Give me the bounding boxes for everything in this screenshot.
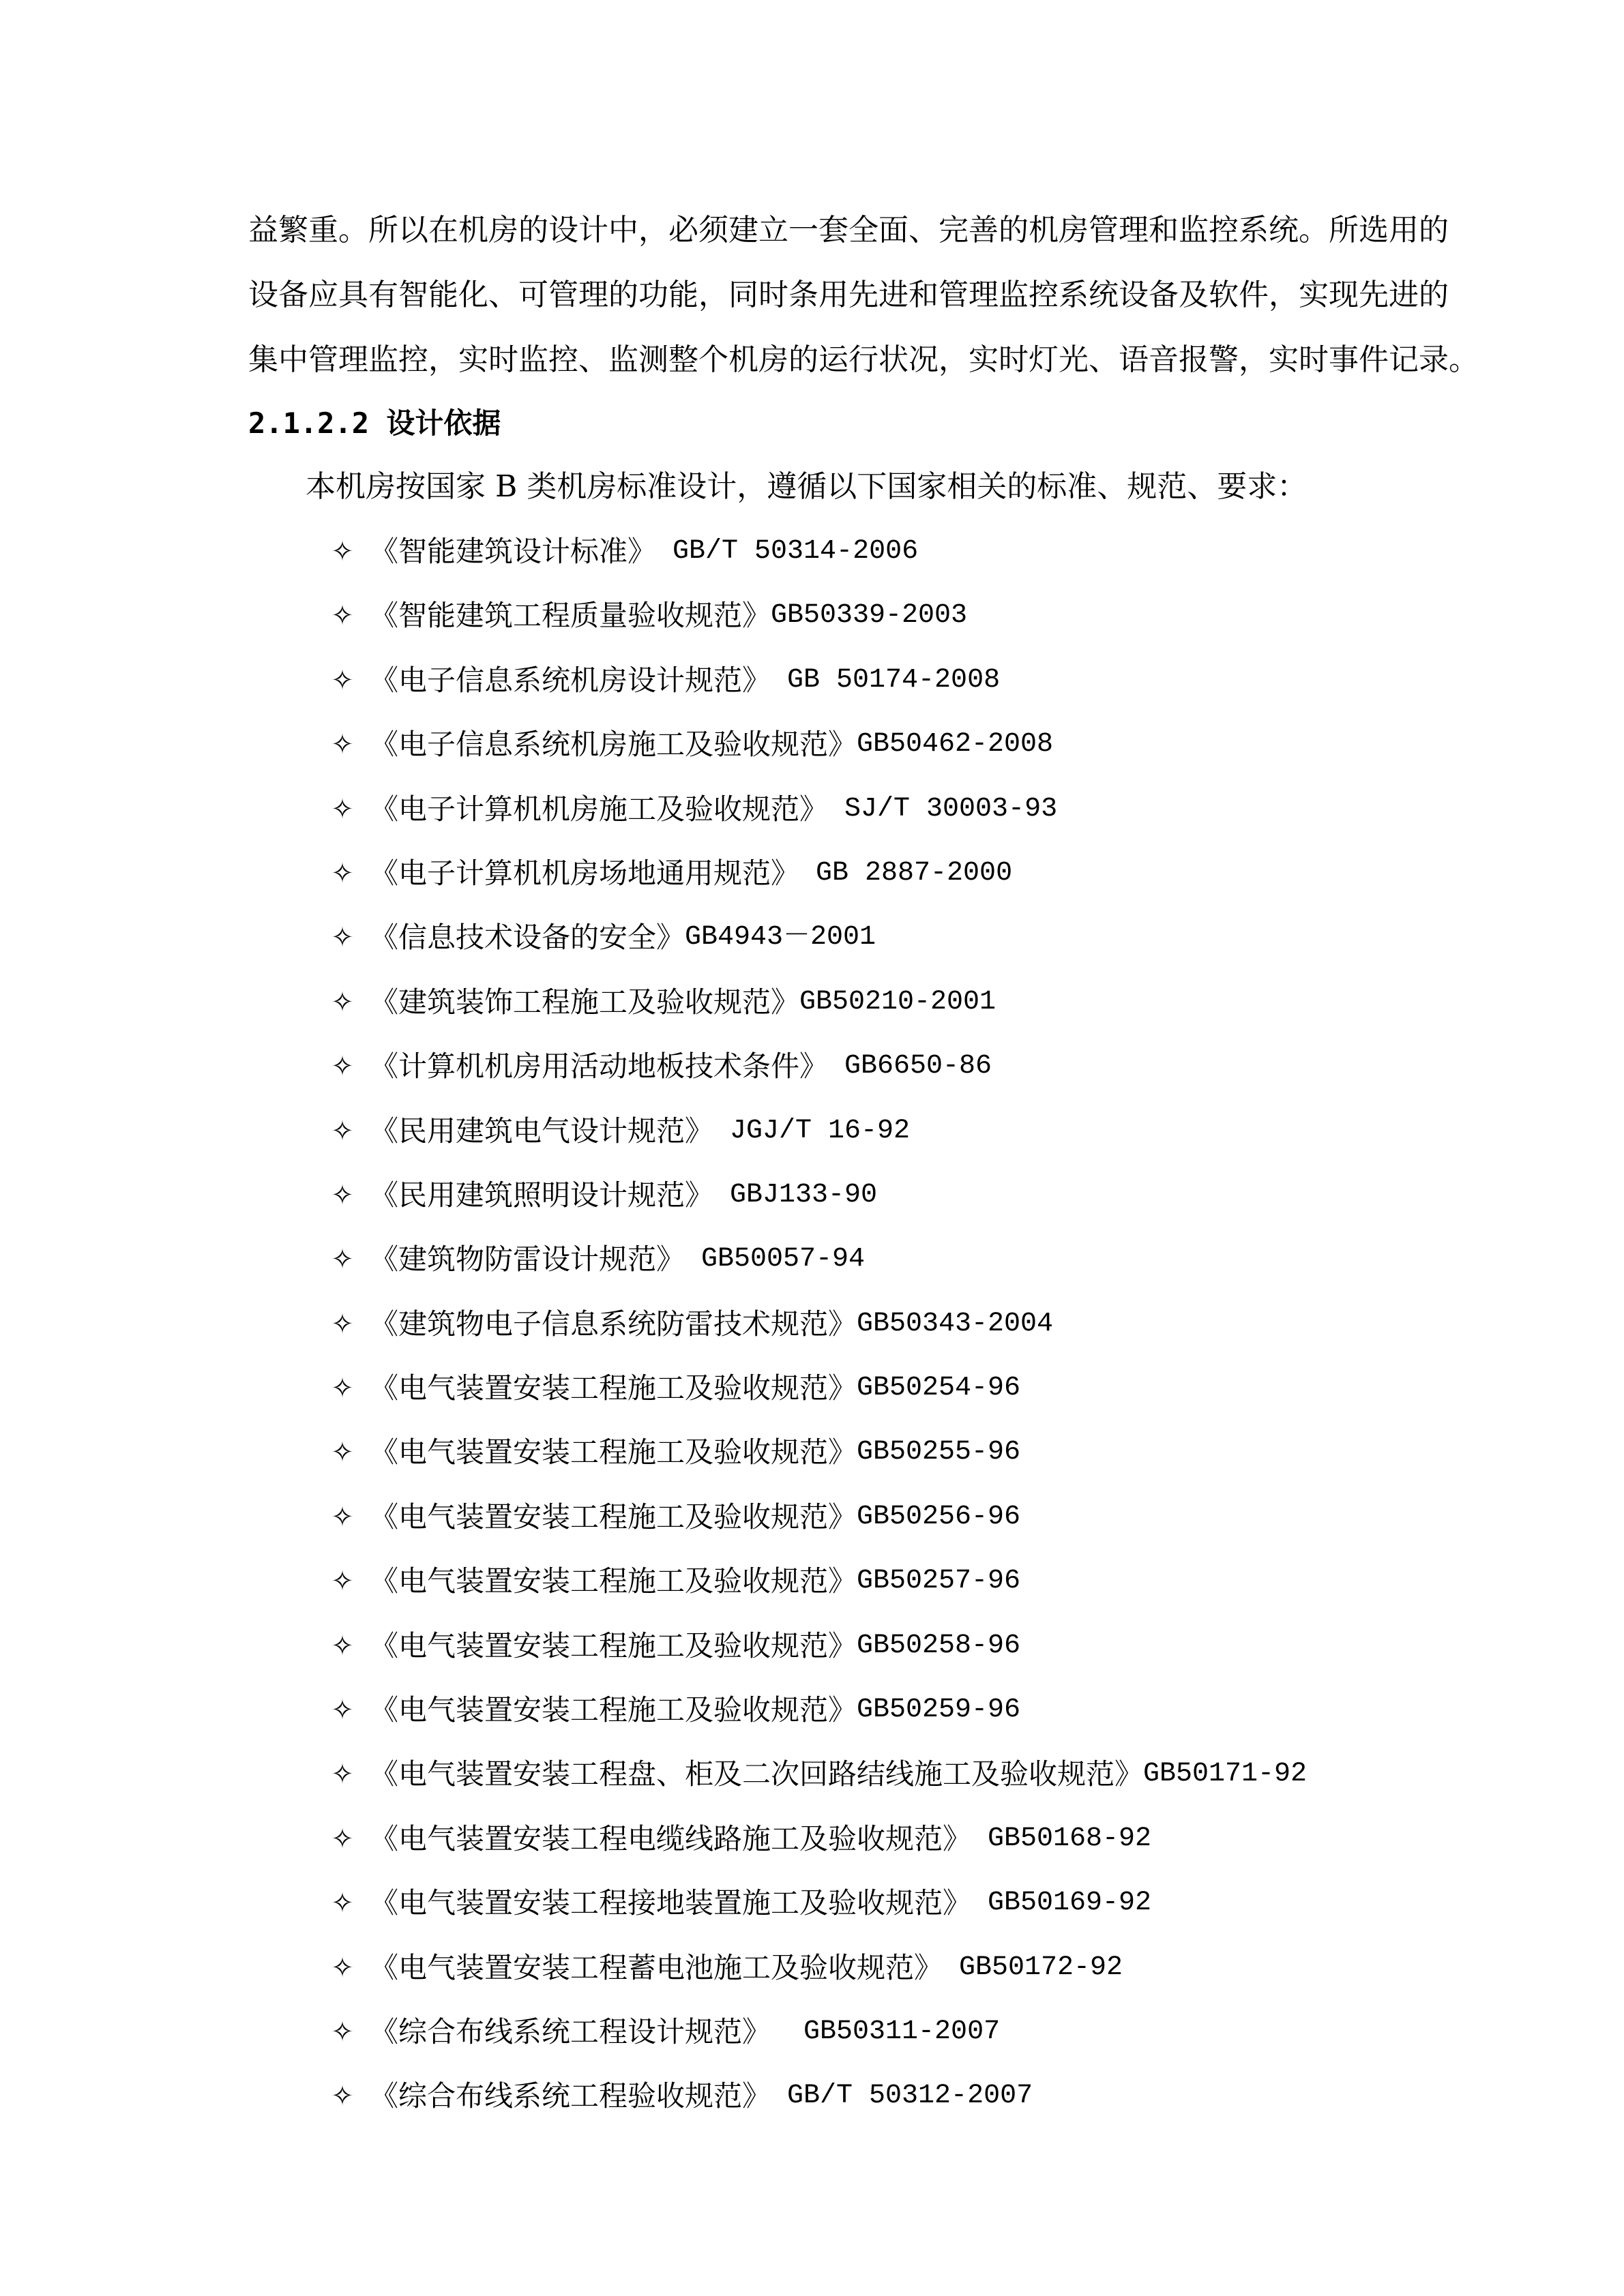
standard-title: 《智能建筑设计标准》 xyxy=(370,535,657,568)
list-item xyxy=(315,1366,1307,1430)
list-item xyxy=(315,2074,1307,2138)
standard-code: GB50343-2004 xyxy=(857,1308,1054,1339)
intro-sentence: 本机房按国家 B 类机房标准设计，遵循以下国家相关的标准、规范、要求： xyxy=(306,469,1308,504)
diamond-bullet-icon: ✧ xyxy=(331,1501,354,1533)
standard-title: 《综合布线系统工程验收规范》 xyxy=(370,2079,771,2113)
standard-title: 《民用建筑电气设计规范》 xyxy=(370,1114,714,1148)
standard-title: 《信息技术设备的安全》 xyxy=(370,921,685,955)
diamond-bullet-icon: ✧ xyxy=(331,729,354,761)
standard-title: 《综合布线系统工程设计规范》 xyxy=(370,2014,771,2048)
diamond-bullet-icon: ✧ xyxy=(331,1630,354,1662)
diamond-bullet-icon: ✧ xyxy=(331,1888,354,1920)
list-item xyxy=(315,1559,1307,1623)
standard-title: 《电气装置安装工程施工及验收规范》 xyxy=(370,1564,857,1598)
list-item xyxy=(315,593,1307,657)
section-heading xyxy=(248,401,501,446)
diamond-bullet-icon: ✧ xyxy=(331,1759,354,1791)
diamond-bullet-icon: ✧ xyxy=(331,536,354,567)
list-item xyxy=(315,787,1307,851)
standard-code: GB50210-2001 xyxy=(799,986,996,1017)
list-item xyxy=(315,529,1307,593)
standard-code: GB50254-96 xyxy=(857,1373,1021,1404)
list-item xyxy=(315,1044,1307,1108)
list-item xyxy=(315,1302,1307,1366)
standard-code: GB 50174-2008 xyxy=(771,664,1001,696)
diamond-bullet-icon: ✧ xyxy=(331,986,354,1018)
diamond-bullet-icon: ✧ xyxy=(331,857,354,889)
standard-title: 《电气装置安装工程蓄电池施工及验收规范》 xyxy=(370,1950,943,1984)
standard-code: GB50168-92 xyxy=(971,1823,1152,1854)
standard-code: GB50259-96 xyxy=(857,1695,1021,1726)
list-item xyxy=(315,1624,1307,1688)
section-title: 设计依据 xyxy=(386,406,501,440)
standard-code: JGJ/T 16-92 xyxy=(713,1115,911,1146)
standard-code: GB50057-94 xyxy=(685,1244,866,1275)
list-item xyxy=(315,1109,1307,1173)
diamond-bullet-icon: ✧ xyxy=(331,1308,354,1340)
standard-title: 《电气装置安装工程施工及验收规范》 xyxy=(370,1500,857,1534)
list-item xyxy=(315,1881,1307,1945)
diamond-bullet-icon: ✧ xyxy=(331,922,354,954)
section-number: 2.1.2.2 xyxy=(248,406,370,440)
standard-title: 《电气装置安装工程施工及验收规范》 xyxy=(370,1693,857,1727)
standard-code: GBJ133-90 xyxy=(713,1179,878,1210)
list-item xyxy=(315,1237,1307,1301)
list-item xyxy=(315,2010,1307,2074)
standard-title: 《电子信息系统机房设计规范》 xyxy=(370,663,771,697)
standard-title: 《建筑装饰工程施工及验收规范》 xyxy=(370,985,800,1019)
standard-code: GB50462-2008 xyxy=(857,729,1054,760)
standard-title: 《电气装置安装工程施工及验收规范》 xyxy=(370,1628,857,1663)
standard-title: 《建筑物防雷设计规范》 xyxy=(370,1242,685,1277)
standard-title: 《电子计算机机房场地通用规范》 xyxy=(370,856,800,890)
standard-code: GB50339-2003 xyxy=(771,600,968,631)
list-item xyxy=(315,1817,1307,1881)
list-item xyxy=(315,1945,1307,2010)
diamond-bullet-icon: ✧ xyxy=(331,1437,354,1469)
diamond-bullet-icon: ✧ xyxy=(331,1115,354,1147)
list-item xyxy=(315,1430,1307,1494)
list-item xyxy=(315,1495,1307,1559)
diamond-bullet-icon: ✧ xyxy=(331,664,354,696)
standard-code: GB/T 50312-2007 xyxy=(771,2081,1033,2112)
diamond-bullet-icon: ✧ xyxy=(331,600,354,632)
list-item xyxy=(315,1752,1307,1816)
standard-code: GB50171-92 xyxy=(1143,1759,1308,1790)
list-item xyxy=(315,722,1307,786)
standard-code: GB/T 50314-2006 xyxy=(656,536,919,567)
standard-title: 《电气装置安装工程接地装置施工及验收规范》 xyxy=(370,1886,972,1920)
standard-title: 《民用建筑照明设计规范》 xyxy=(370,1178,714,1212)
standard-title: 《智能建筑工程质量验收规范》 xyxy=(370,599,771,633)
standard-title: 《电气装置安装工程施工及验收规范》 xyxy=(370,1435,857,1470)
standard-code: SJ/T 30003-93 xyxy=(828,793,1058,824)
paragraph-line: 设备应具有智能化、可管理的功能，同时条用先进和管理监控系统设备及软件，实现先进的 xyxy=(248,278,1449,312)
standard-title: 《电气装置安装工程盘、柜及二次回路结线施工及验收规范》 xyxy=(370,1757,1144,1791)
diamond-bullet-icon: ✧ xyxy=(331,2081,354,2113)
standard-code: GB50257-96 xyxy=(857,1566,1021,1597)
standard-code: GB 2887-2000 xyxy=(799,857,1013,889)
standard-code: GB50311-2007 xyxy=(771,2016,1001,2047)
standard-title: 《电气装置安装工程电缆线路施工及验收规范》 xyxy=(370,1821,972,1855)
standard-title: 《计算机机房用活动地板技术条件》 xyxy=(370,1049,829,1084)
standard-code: GB50169-92 xyxy=(971,1888,1152,1919)
standard-code: GB50256-96 xyxy=(857,1501,1021,1532)
standard-code: GB50255-96 xyxy=(857,1437,1021,1468)
list-item xyxy=(315,1688,1307,1752)
standard-code: GB6650-86 xyxy=(828,1051,992,1082)
diamond-bullet-icon: ✧ xyxy=(331,1823,354,1855)
standard-title: 《电子信息系统机房施工及验收规范》 xyxy=(370,728,857,762)
paragraph-line: 益繁重。所以在机房的设计中，必须建立一套全面、完善的机房管理和监控系统。所选用的 xyxy=(248,213,1449,248)
diamond-bullet-icon: ✧ xyxy=(331,1373,354,1405)
diamond-bullet-icon: ✧ xyxy=(331,1244,354,1276)
list-item xyxy=(315,851,1307,915)
diamond-bullet-icon: ✧ xyxy=(331,1051,354,1083)
list-item xyxy=(315,1173,1307,1237)
diamond-bullet-icon: ✧ xyxy=(331,1695,354,1727)
diamond-bullet-icon: ✧ xyxy=(331,793,354,825)
standard-title: 《电子计算机机房施工及验收规范》 xyxy=(370,792,829,826)
list-item xyxy=(315,658,1307,722)
standards-list xyxy=(315,529,1307,2138)
list-item xyxy=(315,980,1307,1044)
diamond-bullet-icon: ✧ xyxy=(331,1566,354,1598)
standard-code: GB4943－2001 xyxy=(685,922,876,953)
body-paragraph xyxy=(248,208,1479,402)
standard-code: GB50172-92 xyxy=(943,1952,1123,1983)
diamond-bullet-icon: ✧ xyxy=(331,1179,354,1211)
diamond-bullet-icon: ✧ xyxy=(331,2016,354,2048)
diamond-bullet-icon: ✧ xyxy=(331,1952,354,1984)
standard-title: 《建筑物电子信息系统防雷技术规范》 xyxy=(370,1307,857,1341)
list-item xyxy=(315,915,1307,979)
standard-code: GB50258-96 xyxy=(857,1630,1021,1661)
standard-title: 《电气装置安装工程施工及验收规范》 xyxy=(370,1371,857,1405)
paragraph-line: 集中管理监控，实时监控、监测整个机房的运行状况，实时灯光、语音报警，实时事件记录。 xyxy=(248,342,1479,377)
